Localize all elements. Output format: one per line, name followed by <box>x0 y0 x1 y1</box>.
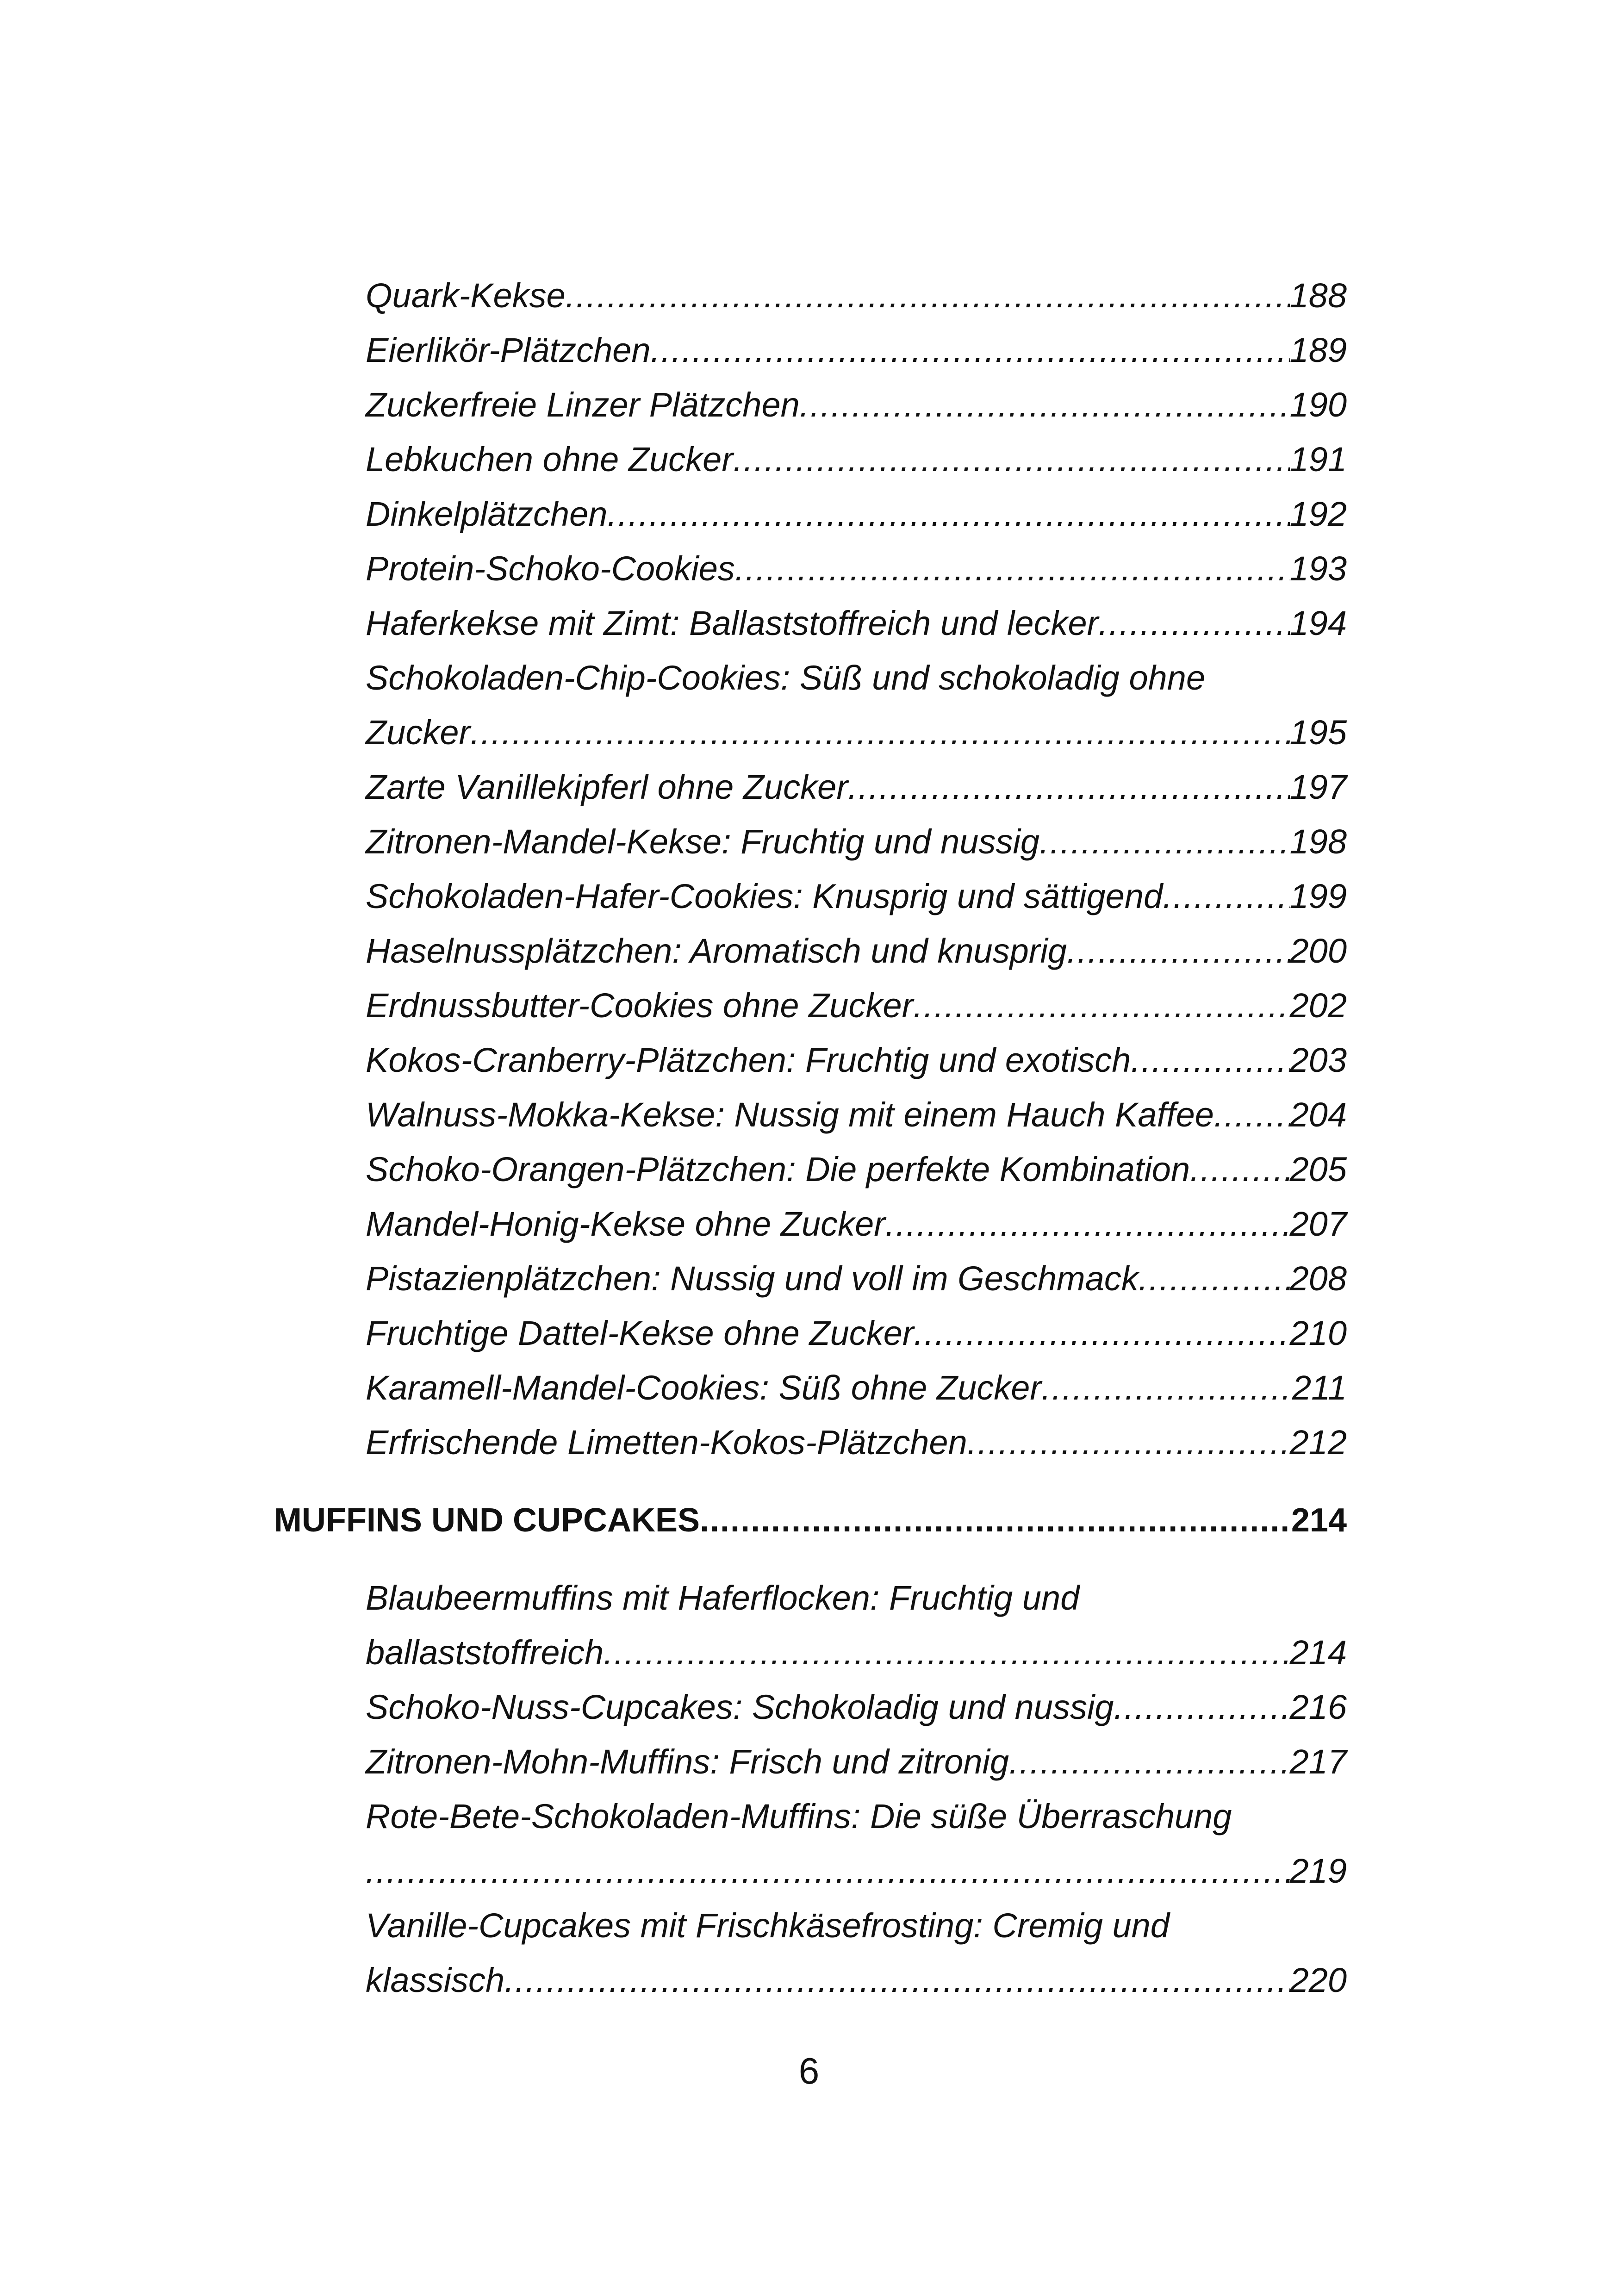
dot-leader <box>1067 924 1289 978</box>
dot-leader <box>1114 1680 1290 1735</box>
toc-entry[interactable] <box>366 1142 1347 1197</box>
toc-chapter-entry[interactable] <box>274 1493 1347 1548</box>
toc-entry-title: Erdnussbutter-Cookies ohne Zucker <box>366 986 914 1025</box>
toc-entry[interactable] <box>366 760 1347 815</box>
toc-entry[interactable] <box>366 487 1347 541</box>
dot-leader <box>735 541 1290 596</box>
toc-entry-page: 208 <box>1289 1259 1347 1298</box>
toc-entry[interactable] <box>366 378 1347 432</box>
toc-entry-title: Schoko-Orangen-Plätzchen: Die perfekte Kombination <box>366 1150 1190 1188</box>
dot-leader <box>848 760 1290 815</box>
toc-entry[interactable] <box>366 1361 1347 1415</box>
toc-entry-page: 202 <box>1289 986 1347 1025</box>
dot-leader <box>1098 596 1289 651</box>
dot-leader <box>1039 815 1289 869</box>
toc-entry-title: Mandel-Honig-Kekse ohne Zucker <box>366 1205 885 1243</box>
dot-leader <box>1131 1033 1289 1088</box>
dot-leader <box>1139 1251 1290 1306</box>
toc-entry-page: 204 <box>1289 1095 1347 1134</box>
toc-entry-page: 205 <box>1289 1150 1347 1188</box>
toc-entry-title: Haselnussplätzchen: Aromatisch und knusprig <box>366 932 1067 970</box>
toc-entry-page: 194 <box>1289 604 1347 642</box>
toc-entry-title: Eierlikör-Plätzchen <box>366 331 651 369</box>
toc-entry-title: Karamell-Mandel-Cookies: Süß ohne Zucker <box>366 1369 1042 1407</box>
toc-entry-page: 200 <box>1289 932 1347 970</box>
toc-entry[interactable] <box>366 1415 1347 1470</box>
dot-leader <box>1190 1142 1289 1197</box>
dot-leader <box>1214 1088 1290 1142</box>
toc-entry-page: 211 <box>1292 1369 1347 1407</box>
toc-entry[interactable] <box>366 1953 1347 2008</box>
toc-entry-page: 190 <box>1289 386 1347 424</box>
dot-leader <box>967 1415 1290 1470</box>
toc-entry-title: Lebkuchen ohne Zucker <box>366 440 733 479</box>
toc-entry-page: 214 <box>1289 1633 1347 1672</box>
dot-leader <box>913 978 1289 1033</box>
toc-entry[interactable] <box>366 924 1347 978</box>
toc-entry[interactable] <box>366 705 1347 760</box>
dot-leader <box>604 1625 1289 1680</box>
toc-chapter-title: MUFFINS UND CUPCAKES <box>274 1502 700 1539</box>
toc-entry-title: Schoko-Nuss-Cupcakes: Schokoladig und nussig <box>366 1688 1114 1726</box>
toc-entry[interactable] <box>366 596 1347 651</box>
toc-entry[interactable] <box>366 1088 1347 1142</box>
toc-entry[interactable] <box>366 1844 1347 1898</box>
toc-entry[interactable] <box>366 541 1347 596</box>
toc-entry-page: 199 <box>1289 877 1347 915</box>
toc-entry-page: 216 <box>1289 1688 1347 1726</box>
toc-entry[interactable] <box>366 1898 1347 1953</box>
toc-entry[interactable] <box>366 651 1347 705</box>
toc-entry-title: Rote-Bete-Schokoladen-Muffins: Die süße Überraschung <box>366 1797 1232 1836</box>
toc-entry[interactable] <box>366 1789 1347 1844</box>
dot-leader <box>366 1844 1290 1898</box>
toc-entry-page: 195 <box>1289 713 1347 752</box>
dot-leader <box>504 1953 1289 2008</box>
toc-entry-title: Zitronen-Mandel-Kekse: Fruchtig und nussig <box>366 822 1040 861</box>
toc-entry-page: 207 <box>1289 1205 1347 1243</box>
toc-entry[interactable] <box>366 1251 1347 1306</box>
toc-entry[interactable] <box>366 1306 1347 1361</box>
toc-entry-title: Pistazienplätzchen: Nussig und voll im Geschmack <box>366 1259 1139 1298</box>
toc-entry-title: ballaststoffreich <box>366 1633 604 1672</box>
toc-entry-page: 220 <box>1289 1961 1347 1999</box>
toc-entry[interactable] <box>366 815 1347 869</box>
toc-entry-title: Haferkekse mit Zimt: Ballaststoffreich und lecker <box>366 604 1099 642</box>
toc-entry[interactable] <box>366 1197 1347 1251</box>
toc-entry-title: Schokoladen-Hafer-Cookies: Knusprig und sättigend <box>366 877 1163 915</box>
toc-entry-page: 188 <box>1289 276 1347 315</box>
toc-entry-page: 217 <box>1289 1742 1347 1781</box>
page-number: 6 <box>798 2050 820 2091</box>
dot-leader <box>1163 869 1289 924</box>
toc-entry-page: 197 <box>1289 768 1347 806</box>
toc-entry-title: Zarte Vanillekipferl ohne Zucker <box>366 768 848 806</box>
toc-entry-title: Quark-Kekse <box>366 276 566 315</box>
dot-leader <box>470 705 1289 760</box>
toc-entry[interactable] <box>366 1571 1347 1625</box>
toc-entry-page: 203 <box>1289 1041 1347 1079</box>
toc-entry-title: Walnuss-Mokka-Kekse: Nussig mit einem Hauch Kaffee <box>366 1095 1214 1134</box>
toc-entry-title: Protein-Schoko-Cookies <box>366 549 735 588</box>
toc-entry-page: 219 <box>1289 1852 1347 1890</box>
toc-entry-title: Schokoladen-Chip-Cookies: Süß und schokoladig ohne <box>366 659 1206 697</box>
toc-entry-title: Dinkelplätzchen <box>366 495 608 533</box>
dot-leader <box>700 1493 1291 1548</box>
toc-entry-page: 212 <box>1289 1423 1347 1462</box>
toc-entry-page: 189 <box>1289 331 1347 369</box>
toc-entry-page: 198 <box>1289 822 1347 861</box>
dot-leader <box>1009 1735 1289 1789</box>
dot-leader <box>607 487 1289 541</box>
toc-entry-page: 192 <box>1289 495 1347 533</box>
toc-entry[interactable] <box>366 869 1347 924</box>
toc-entry[interactable] <box>366 1033 1347 1088</box>
toc-entry-title: Erfrischende Limetten-Kokos-Plätzchen <box>366 1423 967 1462</box>
dot-leader <box>733 432 1290 487</box>
toc-entry-page: 191 <box>1289 440 1347 479</box>
toc-entry-title: Kokos-Cranberry-Plätzchen: Fruchtig und exotisch <box>366 1041 1131 1079</box>
toc-entry[interactable] <box>366 978 1347 1033</box>
dot-leader <box>914 1306 1290 1361</box>
dot-leader <box>651 323 1290 378</box>
toc-entry[interactable] <box>366 323 1347 378</box>
toc-entry[interactable] <box>366 1680 1347 1735</box>
toc-entry-title: Vanille-Cupcakes mit Frischkäsefrosting: Cremig und <box>366 1906 1170 1945</box>
dot-leader <box>885 1197 1290 1251</box>
toc-entry-title: Zucker <box>366 713 471 752</box>
toc-entry-title: Fruchtige Dattel-Kekse ohne Zucker <box>366 1314 914 1352</box>
toc-entry[interactable] <box>366 268 1347 323</box>
toc-entry-title: klassisch <box>366 1961 505 1999</box>
toc-entry-title: Zuckerfreie Linzer Plätzchen <box>366 386 800 424</box>
toc-entry[interactable] <box>366 1735 1347 1789</box>
toc-entry-page: 193 <box>1289 549 1347 588</box>
toc-entry[interactable] <box>366 1625 1347 1680</box>
dot-leader <box>1041 1361 1292 1415</box>
toc-entry-page: 210 <box>1289 1314 1347 1352</box>
toc-entry-title: Blaubeermuffins mit Haferflocken: Fruchtig und <box>366 1579 1080 1617</box>
dot-leader <box>800 378 1290 432</box>
toc-entry[interactable] <box>366 432 1347 487</box>
dot-leader <box>566 268 1290 323</box>
toc-entry-title: Zitronen-Mohn-Muffins: Frisch und zitronig <box>366 1742 1009 1781</box>
toc-chapter-page: 214 <box>1291 1502 1347 1539</box>
